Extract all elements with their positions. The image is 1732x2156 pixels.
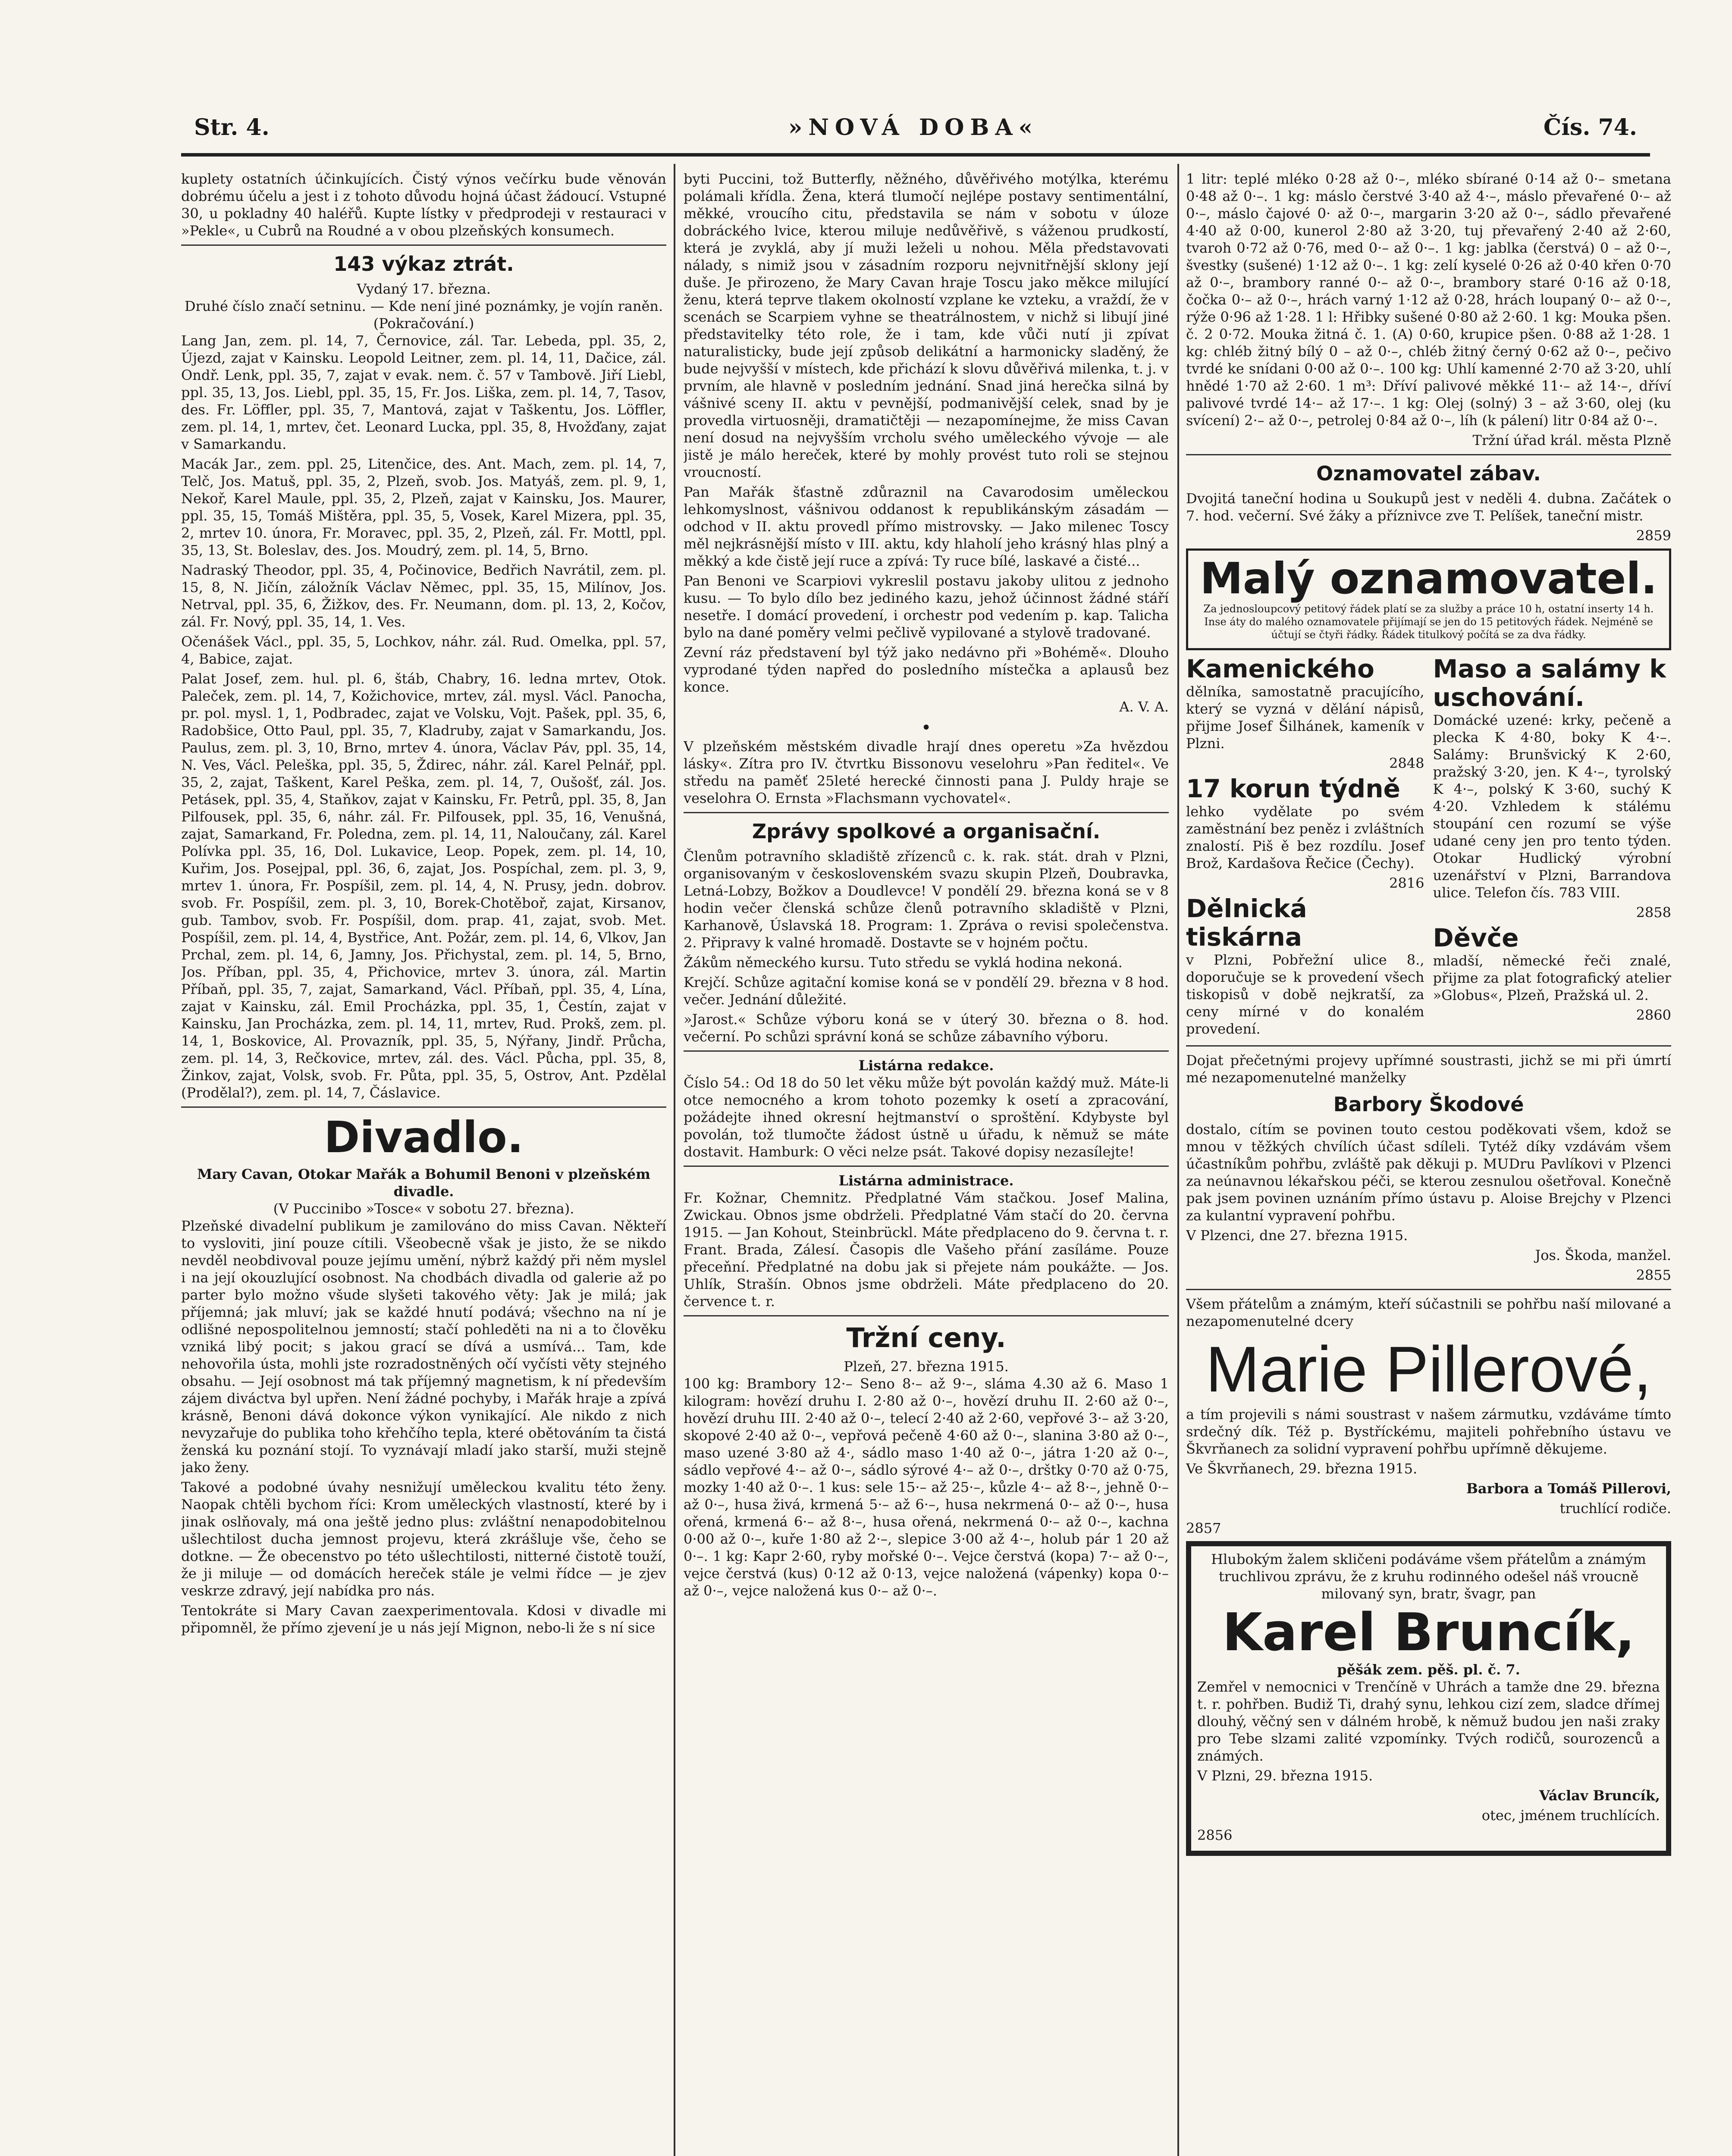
obituary-text: Zemřel v nemocnici v Trenčíně v Uhrách a tamže dne 29. března t. r. pohřben. Budiž Ti, drahý synu, lehkou cizí zem, sladce dřímej dlouhý, věčný sen v dálném hrobě, k němuž budou jen naši zraky pro Tebe slzami zalité vzpomínky. Tvých rodičů, sourozenců a známých.	[1197, 1679, 1660, 1764]
thanks-signature: Jos. Škoda, manžel.	[1535, 1247, 1671, 1263]
obituary-intro: Hlubokým žalem skličeni podáváme všem přátelům a známým truchlivou zprávu, že z kruhu rodinného odešel náš vroucně milovaný syn, bratr, švagr, pan	[1211, 1551, 1646, 1602]
column-divider	[1177, 164, 1179, 2156]
obituary-rank: pěšák zem. pěš. pl. č. 7.	[1337, 1661, 1520, 1678]
article-text: Takové a podobné úvahy nesnižují uměleckou kvalitu této ženy. Naopak chtěli bychom říci: Krom uměleckých vlastností, které by i jinak oslňovaly, má ona ještě jedno plus: zvláštní nenapodobitelnou ušlechtilost ducha jemnost projevu, která zkrášluje vše, čeho se dotkne. — Že obecenstvo po této ušlechtilosti, nitterné čistotě touží, že ji miluje — od domácích hereček stále je velmi řídce — je zjev veskrze zdravý, její nabídka pro nás.	[181, 1479, 666, 1599]
ad-number: 2857	[1186, 1520, 1221, 1536]
article-text: Plzeňské divadelní publikum je zamilováno do miss Cavan. Někteří to vysloviti, jiní pouze cítili. Všeobecně však je jisto, že se nikdo nevděl neobdivoval pouze jejímu umění, nýbrž každý při něm myslel i na její okouzlující osobnost. Na chodbách divadla od galerie až po parter bylo možno všude slyšeti takového věty: Jak je milá; jak příjemná; jak mluví; jak se každé hnutí podává; všechno na ní je odlišné nepospolitelnou jemností; stačí pohleděti na ni a to člověku vzniká libý pocit; s jakou grací se dívá a usmívá... Tam, kde nehovořila ústa, mohli jste rozradostněných očí vyčísti věty stejného obsahu. — Její osobnost má tak příjemný magnetism, k ní především zájem diváctva byl upřen. Není žádné pochyby, i Mařák hraje a zpívá krásně, Benoni dává dokonce výkon vynikající. Ale nikdo z nich nevyzařuje do publika toho křehčího tepla, které obětováním ta čistá ženská ku poznání stojí. To vyznávají mladí jako starší, muži stejně jako ženy.	[181, 1218, 666, 1476]
divider	[684, 1050, 1169, 1052]
ad-text: Domácké uzené: krky, pečeně a plecka K 4·80, boky K 4·–. Salámy: Brunšvický K 2·60, pražský 3·20, jen. K 4·–, tyrolský K 4·–, polský K 3·60, suchý K 4·20. Vzhledem k stálému stoupání cen rozumí se výše udané ceny jen pro tento týden. Otokar Hudlický výrobní uzenářství v Plzni, Barrandova ulice. Telefon čís. 783 VIII.	[1433, 712, 1671, 901]
editorial-mailbox: Číslo 54.: Od 18 do 50 let věku může být povolán každý muž. Máte-li otce nemocného a krom tohoto pozemky k osetí a zpracování, požádejte ihned okresní hejtmanství o sproštění. Kdybyste byl povolán, tož tlumočte žádost ústně u úřadu, k němuž se máte dostavit. Hamburk: O věci nelze psát. Takové dopisy nezasílejte!	[684, 1075, 1169, 1160]
column-2	[684, 170, 1169, 2156]
section-title: Zprávy spolkové a organisační.	[752, 820, 1101, 843]
divider	[181, 1106, 666, 1108]
ad-text: lehko vydělate po svém zaměstnání bez peněz i zvláštních znalostí. Piš ě bez rozdílu. Josef Brož, Kardašova Řečice (Čechy).	[1186, 803, 1425, 871]
article-text: Pan Mařák šťastně zdůraznil na Cavarodosim uměleckou lehkomyslnost, vášnivou oddanost k republikánským zásadám — odchod v II. aktu provedl přímo mistrovsky. — Jako milenec Toscy měl nejkrásnější místo v III. aktu, kdy hlaholí jeho krásný hlas plný a měkký a kde čistě její ruce a zpívá: Ty ruce bílé, laskavé a čisté...	[684, 484, 1169, 569]
club-news: »Jarost.« Schůze výboru koná se v úterý 30. března o 8. hod. večerní. Po schůzi správní koná se schůze zábavního výboru.	[684, 1011, 1169, 1045]
loss-paragraph: Palat Josef, zem. hul. pl. 6, štáb, Chabry, 16. ledna mrtev, Otok. Paleček, zem. pl. 14, 7, Kožichovice, mrtev, zál. mysl. Václ. Panocha, pr. pol. mysl. 1, 1, Podbradec, zajat ve Volsku, Vojt. Pašek, ppl. 35, 6, Radobšice, Otto Paul, ppl. 35, 7, Kladruby, zajat v Samarkandu, Jos. Paulus, zem. pl. 3, 10, Brno, mrtev 4. února, Václav Páv, ppl. 35, 14, N. Ves, Václ. Peleška, ppl. 35, 5, Ždirec, náhr. zál. Karel Pelnář, ppl. 35, 2, zajat, Taškent, Karel Peška, zem. pl. 14, 7, Oušošť, zál. Jos. Petásek, ppl. 35, 4, Staňkov, zajat v Kainsku, Fr. Petrů, ppl. 35, 8, Jan Pilfousek, ppl. 35, 6, náhr. zál. Fr. Pilfousek, ppl. 35, 16, Venušná, zajat, Samarkand, Fr. Poledna, zem. pl. 14, 11, Naloučany, zál. Karel Polívka ppl. 35, 16, Dol. Lukavice, Leop. Popek, zem. pl. 14, 10, Kuřim, Jos. Posejpal, ppl. 36, 6, zajat, Jos. Pospíchal, zem. pl. 3, 9, mrtev 1. února, Fr. Pospíšil, zem. pl. 14, 4, N. Prusy, jedn. dobrov. svob. Fr. Pospíšil, zem. pl. 3, 10, Borek-Chotěboř, zajat, Kirsanov, gub. Tambov, svob. Fr. Pospíšil, dom. prap. 41, zajat, svob. Met. Pospíšil, zem. pl. 14, 4, Bystřice, Ant. Požár, zem. pl. 14, 6, Vlkov, Jan Prchal, zem. pl. 14, 6, Jamny, Jos. Přichystal, zem. pl. 14, 5, Brno, Jos. Příban, ppl. 35, 4, Přichovice, mrtev 3. února, zál. Martin Příbaň, ppl. 35, 7, zajat, Samarkand, Václ. Příbaň, ppl. 35, 4, Lína, zajat v Kainsku, zál. Emil Procházka, ppl. 35, 1, Čestín, zajat v Kainsku, Jan Procházka, zem. pl. 14, 11, mrtev, Rud. Prokš, zem. pl. 14, 1, Boskovice, Al. Provazník, ppl. 35, 5, Nýřany, Jindř. Průcha, zem. pl. 14, 3, Rečkovice, mrtev, zál. des. Václ. Půcha, ppl. 35, 8, Žinkov, zajat, Volsk, svob. Fr. Půta, ppl. 35, 5, Ostrov, Ant. Pzdělal (Prodělal?), zem. pl. 14, 7, Čáslavice.	[181, 671, 666, 1101]
article-text: Tentokráte si Mary Cavan zaexperimentovala. Kdosi v divadle mi připomněl, že přímo zjevení je u nás její Mignon, nebo-li že s ní sice	[181, 1602, 666, 1636]
loss-paragraph: Nadraský Theodor, ppl. 35, 4, Počinovice, Bedřich Navrátil, zem. pl. 15, 8, N. Jičín, záložník Václav Němec, ppl. 35, 15, Milínov, Jos. Netrval, ppl. 35, 6, Žižkov, des. Fr. Neumann, dom. pl. 13, 2, Kočov, zál. Fr. Nový, ppl. 35, 14, 1. Ves.	[181, 562, 666, 630]
classified-rules: Za jednosloupcový petitový řádek platí se za služby a práce 10 h, ostatní inserty 14 h. Inse áty do malého oznamovatele přijímají se jen do 15 petitových řádek. Nejméně se účtují se čtyři řádky. Řádek titulkový počítá se za dva řádky.	[1203, 603, 1654, 641]
ad-text: dělníka, samostatně pracujícího, který se vyzná v dělání nápisů, přijme Josef Šilhánek, kameník v Plzni.	[1186, 683, 1425, 752]
event-notice: Dvojitá taneční hodina u Soukupů jest v neděli 4. dubna. Začátek o 7. hod. večerní. Své žáky a příznivce zve T. Pelíšek, taneční mistr.	[1186, 490, 1671, 524]
article-text: byti Puccini, tož Butterfly, něžného, důvěřivého motýlka, kterému polámali křídla. Žena, která tlumočí nejlépe postavy sentimentální, měkké, vroucího citu, představila se nám v sobotu v úloze dobráckého lvice, kterou miluje nedůvěřivě, s váženou prudkostí, která je zvyklá, aby jí muži leželi u nohou. Měla představovati nálady, s nimiž jsou v zásadním rozporu nejvnitřnější sklony její duše. Je přirozeno, že Mary Cavan hraje Toscu jako měkce milující ženu, která teprve tlakem okolností vzplane ke vzteku, a vraždí, že v scenách se Scarpiem vyhne se theatrálnostem, v nichž si libují jiné představitelky této role, že i tam, kde vůči nutí ji zpívat naturalisticky, bude její způsob delikátní a harmonicky sladěný, že bude nejvyšší v místech, kde přichází k slovu důvěřivá milenka, t. j. v prvním, ale hlavně v posledním jednání. Snad jiná herečka silná by vášnivé sceny II. aktu v pevnější, podmanivější celek, snad by je provedla virtuosněji, dramatičtěji — nezapomínejme, že miss Cavan není dosud na nejvyšším vrcholu svého uměleckého vývoje — ale jistě je málo hereček, které by mohly provést tuto roli se stejnou vroucností.	[684, 171, 1169, 480]
article-text: Zevní ráz představení byl týž jako nedávno při »Bohémě«. Dlouho vyprodané týden napřed do posledního místečka a aplausů bez konce.	[684, 644, 1169, 695]
ad-number: 2848	[1389, 755, 1425, 771]
obituary-signature: Václav Bruncík,	[1539, 1787, 1660, 1804]
divider	[684, 1166, 1169, 1167]
thanks-name: Barbory Škodové	[1333, 1093, 1524, 1116]
section-title: Divadlo.	[324, 1112, 524, 1163]
obituary-signature-2: otec, jménem truchlících.	[1481, 1807, 1660, 1824]
ad-title: Maso a salámy k uschování.	[1433, 654, 1666, 712]
obituary-date: V Plzni, 29. března 1915.	[1197, 1767, 1373, 1784]
ad-number: 2816	[1389, 875, 1425, 891]
column-1	[181, 170, 666, 2156]
thanks-intro: Dojat přečetnými projevy upřímné soustrasti, jichž se mi při úmrtí mé nezapomenutelné manželky	[1186, 1052, 1671, 1086]
ad-title: Kamenického	[1186, 654, 1374, 683]
issue-number: Čís. 74.	[1543, 114, 1637, 141]
header-rule	[181, 153, 1650, 157]
divider	[684, 812, 1169, 813]
thanks-name: Marie Pillerové,	[1205, 1333, 1652, 1405]
column-divider	[674, 164, 675, 2156]
article-text: kuplety ostatních účinkujících. Čistý výnos večírku bude věnován dobrému účelu a jest i z tohoto důvodu hojná účast žádoucí. Vstupné 30, u pokladny 40 haléřů. Kupte lístky v předprodeji v restauraci v »Pekle«, u Cubrů na Roudné a v obou plzeňských konsumech.	[181, 171, 666, 239]
section-title: 143 výkaz ztrát.	[333, 252, 514, 276]
article-signature: A. V. A.	[1119, 699, 1169, 715]
section-note: Druhé číslo značí setninu. — Kde není jiné poznámky, je vojín raněn. (Pokračování.)	[184, 298, 663, 332]
ad-title: Dělnická tiskárna	[1186, 894, 1307, 952]
bullet-separator: •	[921, 718, 932, 738]
ad-number: 2860	[1636, 1007, 1671, 1023]
article-text: Pan Benoni ve Scarpiovi vykreslil postavu jakoby ulitou z jednoho kusu. — To bylo dílo bez jediného kazu, jehož účinnost žádné stáří nesetře. I domácí provedení, i orchestr pod vedením p. kap. Talicha bylo na dané poměry velmi pečlivě vypilované a stylově tradované.	[684, 573, 1169, 641]
masthead: »NOVÁ DOBA«	[788, 114, 1039, 141]
section-title: Listárna redakce.	[858, 1057, 994, 1074]
ad-number: 2856	[1197, 1827, 1233, 1843]
admin-mailbox: Fr. Kožnar, Chemnitz. Předplatné Vám stačkou. Josef Malina, Zwickau. Obnos jsme obdrželi. Předplatné Vám stačí do 20. června 1915. — Jan Kohout, Steinbrückl. Máte předplaceno do 9. června t. r. Frant. Brada, Zálesí. Časopis dle Vašeho přání zasíláme. Pouze přeceňní. Předplatné na dobu jak si přejete nám poukážte. — Jos. Uhlík, Strašín. Obnos jsme obdrželi. Máte předplaceno do 20. července t. r.	[684, 1190, 1169, 1310]
ad-text: mladší, německé řeči znalé, přijme za plat fotografický atelier »Globus«, Plzeň, Pražská ul. 2.	[1433, 953, 1671, 1003]
classified-left	[1186, 655, 1425, 1040]
section-title: Listárna administrace.	[838, 1172, 1014, 1189]
ad-text: v Plzni, Pobřežní ulice 8., doporučuje se k provedení všech tiskopisů v době nejkratší, za ceny mírné v do konalém provedení.	[1186, 952, 1425, 1037]
classified-header-box	[1186, 548, 1671, 650]
section-date: Vydaný 17. března.	[357, 281, 491, 297]
divider	[1186, 454, 1671, 455]
section-title: Malý oznamovatel.	[1200, 553, 1657, 604]
section-title: Oznamovatel zábav.	[1316, 462, 1541, 485]
divider	[181, 244, 666, 246]
thanks-text: dostalo, cítím se povinen touto cestou poděkovati všem, kdož se mnou v těžkých chvílích účast sdíleli. Tytéž díky vzdávám všem účastníkům pohřbu, zvláště pak děkuji p. MUDru Pavlíkovi v Plzenci za neúnavnou lékařskou péči, se kterou zesnulou ošetřoval. Konečně pak jsem povinen uznáním přímo ústavu p. Aloise Brejchy v Plzenci za kulantní vypravení pohřbu.	[1186, 1121, 1671, 1224]
thanks-signature: Barbora a Tomáš Pillerovi,	[1466, 1480, 1671, 1497]
thanks-signature-2: truchlící rodiče.	[1559, 1500, 1671, 1517]
ad-number: 2858	[1636, 904, 1671, 921]
loss-paragraph: Očenášek Václ., ppl. 35, 5, Lochkov, náhr. zál. Rud. Omelka, ppl. 57, 4, Babice, zajat.	[181, 633, 666, 667]
section-title: Tržní ceny.	[846, 1322, 1006, 1354]
ad-title: Děvče	[1433, 923, 1519, 953]
ad-number: 2859	[1636, 527, 1671, 544]
divider	[684, 1315, 1169, 1316]
divider	[1186, 1289, 1671, 1290]
thanks-intro: Všem přátelům a známým, kteří súčastnili se pohřbu naší milované a nezapomenutelné dcery	[1186, 1296, 1671, 1329]
loss-paragraph: Lang Jan, zem. pl. 14, 7, Černovice, zál. Tar. Lebeda, ppl. 35, 2, Újezd, zajat v Kainsku. Leopold Leitner, zem. pl. 14, 11, Dačice, zál. Ondř. Lenk, ppl. 35, 7, zajat v evak. nem. č. 57 v Tambově. Jiří Liebl, ppl. 35, 13, Jos. Liebl, ppl. 35, 15, Fr. Jos. Liška, zem. pl. 14, 7, Tasov, des. Fr. Löffler, ppl. 35, 7, Mantová, zajat v Taškentu, Jos. Löffler, zem. pl. 14, 1, mrtev, čet. Leonard Lucka, ppl. 35, 8, Hvožďany, zajat v Samarkandu.	[181, 332, 666, 452]
page-header	[181, 110, 1646, 149]
article-subtitle-2: (V Puccinibo »Tosce« v sobotu 27. března).	[273, 1200, 574, 1217]
classified-ads	[1186, 655, 1671, 1040]
article-subtitle: Mary Cavan, Otokar Mařák a Bohumil Benoni v plzeňském divadle.	[197, 1166, 650, 1200]
thanks-text: a tím projevili s námi soustrast v našem zármutku, vzdáváme tímto srdečný dík. Též p. Bystříckému, majiteli pohřebního ústavu ve Škvrňanech za solidní vypravení pohřbu upřímně děkujeme.	[1186, 1406, 1671, 1457]
loss-paragraph: Macák Jar., zem. ppl. 25, Litenčice, des. Ant. Mach, zem. pl. 14, 7, Telč, Jos. Matuš, ppl. 35, 2, Plzeň, svob. Jos. Matyáš, zem. pl. 9, 1, Nekoř, Karel Maule, ppl. 35, 2, Plzeň, zajat v Kainsku, Jos. Maurer, ppl. 35, 15, Tomáš Mištěra, ppl. 35, 5, Vosek, Karel Mizera, ppl. 35, 2, mrtev 10. února, Fr. Moravec, ppl. 35, 2, Plzeň, zál. Fr. Mottl, ppl. 35, 13, St. Boleslav, des. Jos. Moudrý, zem. pl. 14, 5, Brno.	[181, 456, 666, 558]
market-prices: 1 litr: teplé mléko 0·28 až 0·–, mléko sbírané 0·14 až 0·– smetana 0·48 až 0·–. 1 kg: máslo čerstvé 3·40 až 4·–, máslo převařené 0·– až 0·–, máslo čajové 0· až 0·–, margarin 3·20 až 0·–, sádlo převařené 4·40 až 0·00, kunerol 2·80 až 3·20, tuj převařený 2·40 až 2·60, tvaroh 0·72 až 0·76, med 0·– až 0·–. 1 kg: jablka (čerstvá) 0 – až 0·–, švestky (sušené) 1·12 až 0·–. 1 kg: zelí kyselé 0·26 až 0·40 křen 0·70 až 0·–, brambory ranné 0·– až 0·–, brambory staré 0·16 až 0·18, čočka 0·– až 0·–, hrách varný 1·12 až 0·28, hrách loupaný 0·– až 0·–, rýže 0·96 až 1·28. 1 l: Hřibky sušené 0·80 až 2·60. 1 kg: Mouka pšen. č. 2 0·72. Mouka žitná č. 1. (A) 0·60, krupice pšen. 0·88 až 1·28. 1 kg: chléb žitný bílý 0 – až 0·–, chléb žitný černý 0·62 až 0·–, pečivo tvrdé ke snídani 0·00 až 0·–. 100 kg: Uhlí kamenné 2·70 až 3·20, uhlí hnědé 1·70 až 2·60. 1 m³: Dříví palivové měkké 11·– až 14·–, dříví palivové tvrdé 14·– až 17·–. 1 kg: Olej (solný) 3 – až 3·60, olej (ku svícení) 2·– až 0·–, petrolej 0·84 až 0·–, líh (k pálení) litr 0·84 až 0·–.	[1186, 171, 1671, 429]
page-number: Str. 4.	[194, 114, 270, 141]
ad-number: 2855	[1636, 1267, 1671, 1283]
club-news: Členům potravního skladiště zřízenců c. k. rak. stát. drah v Plzni, organisovaným v československém svazu skupin Plzeň, Doubravka, Letná-Lobzy, Božkov a Doudlevce! V pondělí 29. března koná se v 8 hodin večer členská schůze členů potravního skladiště v Plzni, Karhanově, Úslavská 18. Program: 1. Zpráva o revisi společenstva. 2. Připravy k valné hromadě. Dostavte se v hojném počtu.	[684, 848, 1169, 951]
ad-title: 17 korun týdně	[1186, 774, 1400, 803]
market-date: Plzeň, 27. března 1915.	[844, 1358, 1009, 1375]
divider	[1186, 1045, 1671, 1047]
obituary-box	[1186, 1541, 1671, 1856]
market-signature: Tržní úřad král. města Plzně	[1472, 432, 1671, 448]
column-3	[1186, 170, 1671, 2156]
market-prices: 100 kg: Brambory 12·– Seno 8·– až 9·–, sláma 4.30 až 6. Maso 1 kilogram: hovězí druhu I. 2·80 až 0·–, hovězí druhu II. 2·60 až 0·–, hovězí druhu III. 2·40 až 0·–, telecí 2·40 až 2·60, vepřové 3·– až 3·20, skopové 2·40 až 0·–, vepřová pečeně 4·60 až 0·–, slanina 3·80 až 0·–, maso uzené 3·80 až 4·, sádlo maso 1·40 až 0·–, játra 1·20 až 0·–, sádlo vepřové 4·– až 0·–, sádlo sýrové 4·– až 0·–, drštky 0·70 až 0·75, mozky 1·40 až 0·–. 1 kus: sele 15·– až 25·–, kůzle 4·– až 8·–, jehně 0·– až 0·–, husa živá, krmená 5·– až 6·–, husa nekrmená 0·– až 0·–, husa ořená, krmená 6·– až 8·–, husa ořená, nekrmená 0·– až 0·–, kachna 0·00 až 0·–, kuře 1·80 až 2·–, slepice 3·00 až 4·–, holub pár 1 20 až 0·–. 1 kg: Kapr 2·60, ryby mořské 0·–. Vejce čerstvá (kopa) 7·– až 0·–, vejce čerstvá (kus) 0·12 až 0·13, vejce naložená (vápenky) kopa 0·– až 0·–, vejce naložená kus 0·– až 0·–.	[684, 1376, 1169, 1599]
obituary-name: Karel Bruncík,	[1222, 1603, 1635, 1663]
classified-right	[1433, 655, 1672, 1040]
club-news: Krejčí. Schůze agitační komise koná se v pondělí 29. března v 8 hod. večer. Jednání důležité.	[684, 974, 1169, 1008]
thanks-date: V Plzenci, dne 27. března 1915.	[1186, 1227, 1408, 1244]
thanks-date: Ve Škvrňanech, 29. března 1915.	[1186, 1460, 1418, 1477]
club-news: Žákům německého kursu. Tuto středu se vyklá hodina nekoná.	[684, 954, 1123, 971]
theatre-note: V plzeňském městském divadle hrají dnes operetu »Za hvězdou lásky«. Zítra pro IV. čtvrtku Bissonovu veselohru »Pan ředitel«. Ve středu na paměť 25leté herecké činnosti pana J. Puldy hraje se veselohra O. Ernsta »Flachsmann vychovatel«.	[684, 738, 1169, 806]
